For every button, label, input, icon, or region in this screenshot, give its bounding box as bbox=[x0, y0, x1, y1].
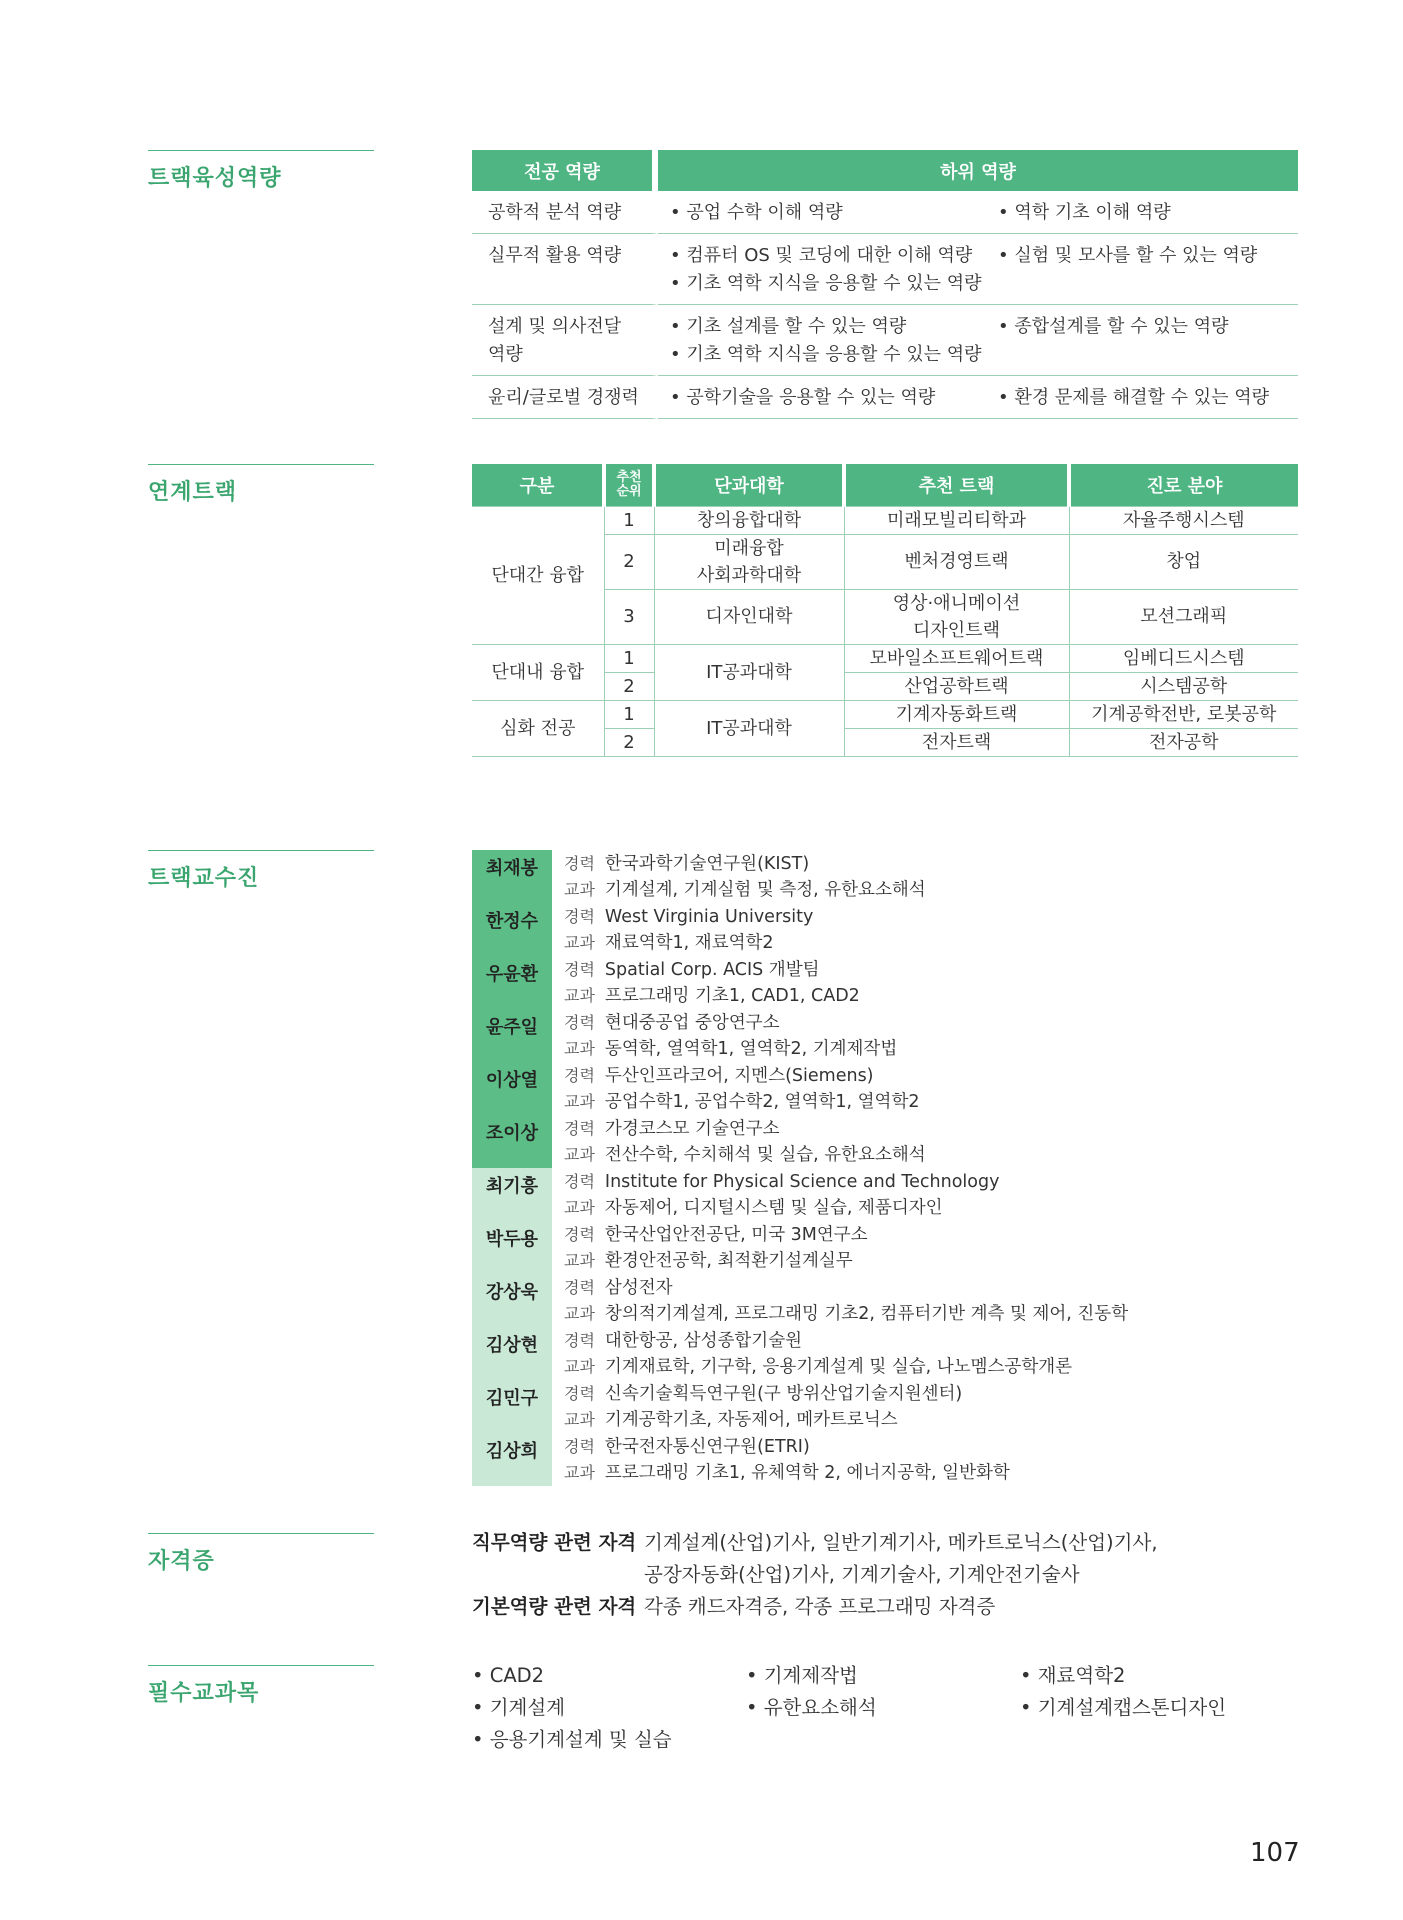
certificate-value bbox=[644, 1527, 1158, 1591]
section-title-required-courses: 필수교과목 bbox=[148, 1665, 374, 1707]
linked-rank: 1 bbox=[604, 506, 654, 534]
certificate-list bbox=[472, 1527, 1158, 1623]
career-label: 경력 bbox=[564, 907, 595, 926]
linked-track-line: 전자트랙 bbox=[921, 731, 992, 753]
linked-career bbox=[1069, 700, 1298, 728]
professor-row bbox=[472, 956, 1312, 1009]
header-college: 단과대학 bbox=[654, 464, 844, 506]
required-course: • 유한요소해석 bbox=[746, 1696, 877, 1719]
linked-career-line: 전자공학 bbox=[1148, 731, 1219, 753]
professor-subjects bbox=[564, 983, 860, 1009]
linked-career bbox=[1069, 672, 1298, 700]
professor-info bbox=[552, 850, 926, 903]
professor-row bbox=[472, 1380, 1312, 1433]
required-course: • CAD2 bbox=[472, 1664, 545, 1687]
career-label: 경력 bbox=[564, 1013, 595, 1032]
linked-track bbox=[844, 506, 1069, 534]
subject-label: 교과 bbox=[564, 880, 595, 899]
career-text: Spatial Corp. ACIS 개발팀 bbox=[604, 960, 820, 980]
linked-career-line: 임베디드시스템 bbox=[1122, 647, 1245, 669]
linked-track bbox=[844, 589, 1069, 644]
linked-rank: 2 bbox=[604, 728, 654, 756]
sub-competency-cell bbox=[998, 234, 1298, 305]
professor-info bbox=[552, 1062, 920, 1115]
subject-text: 기계공학기초, 자동제어, 메카트로닉스 bbox=[604, 1410, 898, 1430]
subject-text: 기계재료학, 기구학, 응용기계설계 및 실습, 나노멤스공학개론 bbox=[604, 1357, 1073, 1377]
linked-track bbox=[844, 700, 1069, 728]
linked-college bbox=[654, 506, 844, 534]
professor-row bbox=[472, 1115, 1312, 1168]
linked-track-line: 기계자동화트랙 bbox=[895, 703, 1018, 725]
sub-competency-item: • 공업 수학 이해 역량 bbox=[670, 202, 843, 223]
subject-label: 교과 bbox=[564, 986, 595, 1005]
sub-competency-cell bbox=[998, 376, 1298, 419]
linked-track-line: 벤처경영트랙 bbox=[904, 551, 1009, 572]
professor-name: 강상욱 bbox=[472, 1274, 552, 1327]
professor-subjects bbox=[564, 1195, 999, 1221]
competency-name-line: 윤리/글로벌 경쟁력 bbox=[488, 387, 639, 408]
linked-career bbox=[1069, 644, 1298, 672]
section-title-linked-track: 연계트랙 bbox=[148, 464, 374, 506]
linked-career-line: 기계공학전반, 로봇공학 bbox=[1091, 703, 1277, 725]
subject-text: 프로그래밍 기초1, CAD1, CAD2 bbox=[604, 986, 860, 1006]
professor-career bbox=[564, 904, 813, 930]
professor-subjects bbox=[564, 1354, 1072, 1380]
professor-name: 김상희 bbox=[472, 1433, 552, 1486]
linked-rank: 2 bbox=[604, 534, 654, 589]
subject-label: 교과 bbox=[564, 1198, 595, 1217]
linked-college bbox=[654, 589, 844, 644]
sub-competency-item: • 기초 설계를 할 수 있는 역량 bbox=[670, 316, 907, 337]
career-text: 대한항공, 삼성종합기술원 bbox=[604, 1331, 803, 1351]
professor-info bbox=[552, 1327, 1072, 1380]
linked-track bbox=[844, 644, 1069, 672]
professor-subjects bbox=[564, 1036, 897, 1062]
header-rank bbox=[604, 464, 654, 506]
career-label: 경력 bbox=[564, 1066, 595, 1085]
linked-rank: 1 bbox=[604, 644, 654, 672]
competency-name bbox=[472, 305, 658, 376]
header-recommended-track: 추천 트랙 bbox=[844, 464, 1069, 506]
professor-name: 김상현 bbox=[472, 1327, 552, 1380]
competency-row bbox=[472, 191, 1298, 234]
professor-career bbox=[564, 1328, 1072, 1354]
professor-career bbox=[564, 1169, 999, 1195]
header-category: 구분 bbox=[472, 464, 604, 506]
professor-career bbox=[564, 957, 860, 983]
linked-track-row bbox=[472, 644, 1298, 672]
subject-text: 창의적기계설계, 프로그래밍 기초2, 컴퓨터기반 계측 및 제어, 진동학 bbox=[604, 1304, 1129, 1324]
career-text: 한국과학기술연구원(KIST) bbox=[604, 854, 810, 874]
career-label: 경력 bbox=[564, 854, 595, 873]
career-label: 경력 bbox=[564, 960, 595, 979]
certificate-row bbox=[472, 1527, 1158, 1591]
linked-career bbox=[1069, 534, 1298, 589]
professor-subjects bbox=[564, 1248, 868, 1274]
competency-name bbox=[472, 376, 658, 419]
career-label: 경력 bbox=[564, 1331, 595, 1350]
certificate-label: 직무역량 관련 자격 bbox=[472, 1531, 637, 1554]
professor-subjects bbox=[564, 1142, 926, 1168]
sub-competency-item: • 환경 문제를 해결할 수 있는 역량 bbox=[998, 387, 1269, 408]
professor-info bbox=[552, 1221, 868, 1274]
required-course: • 기계제작법 bbox=[746, 1664, 858, 1687]
professor-name: 조이상 bbox=[472, 1115, 552, 1168]
competency-name bbox=[472, 234, 658, 305]
linked-career bbox=[1069, 589, 1298, 644]
professor-info bbox=[552, 903, 813, 956]
competency-name-line: 설계 및 의사전달 bbox=[488, 316, 622, 337]
career-text: 한국전자통신연구원(ETRI) bbox=[604, 1437, 810, 1457]
sub-competency-item: • 실험 및 모사를 할 수 있는 역량 bbox=[998, 245, 1258, 266]
professor-career bbox=[564, 1381, 962, 1407]
sub-competency-cell bbox=[658, 376, 998, 419]
professor-row bbox=[472, 1009, 1312, 1062]
linked-college-line: 창의융합대학 bbox=[696, 509, 802, 531]
professor-row bbox=[472, 1062, 1312, 1115]
professor-subjects bbox=[564, 1089, 920, 1115]
linked-track bbox=[844, 672, 1069, 700]
subject-label: 교과 bbox=[564, 1304, 595, 1323]
career-text: 가경코스모 기술연구소 bbox=[604, 1119, 780, 1139]
professor-career bbox=[564, 851, 926, 877]
subject-text: 재료역학1, 재료역학2 bbox=[604, 933, 774, 953]
sub-competency-item: • 종합설계를 할 수 있는 역량 bbox=[998, 316, 1229, 337]
linked-category: 심화 전공 bbox=[472, 700, 604, 756]
certificate-value bbox=[644, 1591, 995, 1623]
subject-label: 교과 bbox=[564, 933, 595, 952]
linked-track-line: 산업공학트랙 bbox=[904, 675, 1009, 697]
subject-label: 교과 bbox=[564, 1251, 595, 1270]
professor-subjects bbox=[564, 877, 926, 903]
competency-row bbox=[472, 234, 1298, 305]
certificate-line: 공장자동화(산업)기사, 기계기술사, 기계안전기술사 bbox=[644, 1563, 1080, 1586]
sub-competency-item: • 기초 역학 지식을 응용할 수 있는 역량 bbox=[670, 273, 982, 294]
linked-career-line: 자율주행시스템 bbox=[1122, 509, 1245, 531]
header-rank-line: 순위 bbox=[616, 483, 642, 499]
career-label: 경력 bbox=[564, 1119, 595, 1138]
sub-competency-cell bbox=[658, 191, 998, 234]
professor-name: 김민구 bbox=[472, 1380, 552, 1433]
subject-text: 자동제어, 디지털시스템 및 실습, 제품디자인 bbox=[604, 1198, 943, 1218]
sub-competency-cell bbox=[658, 234, 998, 305]
linked-career bbox=[1069, 728, 1298, 756]
career-label: 경력 bbox=[564, 1384, 595, 1403]
professor-info bbox=[552, 1009, 897, 1062]
subject-label: 교과 bbox=[564, 1145, 595, 1164]
required-course: • 기계설계캡스톤디자인 bbox=[1020, 1696, 1227, 1719]
professor-info bbox=[552, 1380, 962, 1433]
linked-college bbox=[654, 534, 844, 589]
competency-row bbox=[472, 305, 1298, 376]
professor-name: 이상열 bbox=[472, 1062, 552, 1115]
header-career: 진로 분야 bbox=[1069, 464, 1298, 506]
subject-text: 기계설계, 기계실험 및 측정, 유한요소해석 bbox=[604, 880, 926, 900]
linked-category: 단대내 융합 bbox=[472, 644, 604, 700]
career-label: 경력 bbox=[564, 1437, 595, 1456]
career-label: 경력 bbox=[564, 1278, 595, 1297]
subject-text: 공업수학1, 공업수학2, 열역학1, 열역학2 bbox=[604, 1092, 920, 1112]
subject-text: 환경안전공학, 최적환기설계실무 bbox=[604, 1251, 853, 1271]
subject-label: 교과 bbox=[564, 1092, 595, 1111]
career-label: 경력 bbox=[564, 1172, 595, 1191]
competency-row bbox=[472, 376, 1298, 419]
header-major-competency: 전공 역량 bbox=[472, 150, 658, 191]
sub-competency-item: • 역학 기초 이해 역량 bbox=[998, 202, 1171, 223]
professor-career bbox=[564, 1063, 920, 1089]
professor-career bbox=[564, 1116, 926, 1142]
professor-info bbox=[552, 1115, 926, 1168]
linked-track-line: 디자인트랙 bbox=[913, 619, 1000, 641]
professor-row bbox=[472, 1221, 1312, 1274]
professor-info bbox=[552, 1274, 1128, 1327]
professor-list bbox=[472, 850, 1312, 1486]
sub-competency-item: • 공학기술을 응용할 수 있는 역량 bbox=[670, 387, 936, 408]
section-title-professors: 트랙교수진 bbox=[148, 850, 374, 892]
linked-track bbox=[844, 728, 1069, 756]
professor-info bbox=[552, 1168, 999, 1221]
linked-rank: 2 bbox=[604, 672, 654, 700]
competency-name-line: 역량 bbox=[488, 344, 523, 365]
career-text: 신속기술획득연구원(구 방위산업기술지원센터) bbox=[604, 1384, 963, 1404]
required-course-list bbox=[472, 1660, 1232, 1756]
professor-row bbox=[472, 1433, 1312, 1486]
certificate-label: 기본역량 관련 자격 bbox=[472, 1595, 637, 1618]
linked-college-line: 미래융합 bbox=[714, 537, 784, 559]
professor-subjects bbox=[564, 1301, 1128, 1327]
subject-text: 동역학, 열역학1, 열역학2, 기계제작법 bbox=[604, 1039, 898, 1059]
linked-track bbox=[844, 534, 1069, 589]
professor-row bbox=[472, 903, 1312, 956]
career-text: 현대중공업 중앙연구소 bbox=[604, 1013, 780, 1033]
professor-info bbox=[552, 1433, 1010, 1486]
professor-career bbox=[564, 1434, 1010, 1460]
professor-row bbox=[472, 1168, 1312, 1221]
competency-name-line: 실무적 활용 역량 bbox=[488, 245, 622, 266]
subject-label: 교과 bbox=[564, 1463, 595, 1482]
professor-row bbox=[472, 1327, 1312, 1380]
sub-competency-item: • 컴퓨터 OS 및 코딩에 대한 이해 역량 bbox=[670, 245, 973, 266]
linked-college: IT공과대학 bbox=[654, 700, 844, 756]
subject-label: 교과 bbox=[564, 1039, 595, 1058]
linked-track-row bbox=[472, 506, 1298, 534]
professor-career bbox=[564, 1010, 897, 1036]
required-course: • 응용기계설계 및 실습 bbox=[472, 1728, 672, 1751]
page-number: 107 bbox=[1250, 1838, 1300, 1868]
competency-table bbox=[472, 150, 1298, 419]
sub-competency-item: • 기초 역학 지식을 응용할 수 있는 역량 bbox=[670, 344, 982, 365]
competency-name-line: 공학적 분석 역량 bbox=[488, 202, 622, 223]
professor-subjects bbox=[564, 1460, 1010, 1486]
header-sub-competency: 하위 역량 bbox=[658, 150, 1298, 191]
linked-rank: 3 bbox=[604, 589, 654, 644]
professor-name: 우윤환 bbox=[472, 956, 552, 1009]
subject-text: 프로그래밍 기초1, 유체역학 2, 에너지공학, 일반화학 bbox=[604, 1463, 1010, 1483]
career-text: 삼성전자 bbox=[604, 1278, 673, 1298]
required-course: • 재료역학2 bbox=[1020, 1664, 1126, 1687]
linked-career-line: 시스템공학 bbox=[1140, 675, 1228, 697]
linked-track-table bbox=[472, 464, 1298, 757]
career-text: Institute for Physical Science and Technology bbox=[604, 1172, 1000, 1192]
linked-career bbox=[1069, 506, 1298, 534]
subject-text: 전산수학, 수치해석 및 실습, 유한요소해석 bbox=[604, 1145, 926, 1165]
section-title-certificates: 자격증 bbox=[148, 1533, 374, 1575]
professor-name: 윤주일 bbox=[472, 1009, 552, 1062]
linked-career-line: 창업 bbox=[1166, 551, 1202, 572]
subject-label: 교과 bbox=[564, 1410, 595, 1429]
required-course: • 기계설계 bbox=[472, 1696, 566, 1719]
professor-subjects bbox=[564, 930, 813, 956]
career-text: West Virginia University bbox=[604, 907, 814, 927]
subject-label: 교과 bbox=[564, 1357, 595, 1376]
linked-career-line: 모션그래픽 bbox=[1140, 606, 1228, 627]
sub-competency-cell bbox=[998, 305, 1298, 376]
sub-competency-cell bbox=[658, 305, 998, 376]
professor-name: 한정수 bbox=[472, 903, 552, 956]
linked-track-line: 미래모빌리티학과 bbox=[886, 509, 1027, 531]
career-text: 한국산업안전공단, 미국 3M연구소 bbox=[604, 1225, 868, 1245]
professor-name: 박두용 bbox=[472, 1221, 552, 1274]
professor-name: 최기흥 bbox=[472, 1168, 552, 1221]
professor-subjects bbox=[564, 1407, 962, 1433]
competency-name bbox=[472, 191, 658, 234]
professor-row bbox=[472, 1274, 1312, 1327]
professor-row bbox=[472, 850, 1312, 903]
linked-category: 단대간 융합 bbox=[472, 506, 604, 644]
sub-competency-cell bbox=[998, 191, 1298, 234]
linked-college-line: 디자인대학 bbox=[705, 606, 793, 627]
linked-college-line: 사회과학대학 bbox=[696, 564, 802, 586]
linked-track-row bbox=[472, 700, 1298, 728]
professor-career bbox=[564, 1222, 868, 1248]
linked-track-line: 모바일소프트웨어트랙 bbox=[869, 647, 1044, 669]
header-rank-line: 추천 bbox=[616, 469, 642, 485]
career-text: 두산인프라코어, 지멘스(Siemens) bbox=[604, 1066, 874, 1086]
professor-career bbox=[564, 1275, 1128, 1301]
career-label: 경력 bbox=[564, 1225, 595, 1244]
linked-track-line: 영상·애니메이션 bbox=[892, 592, 1021, 614]
professor-info bbox=[552, 956, 860, 1009]
certificate-line: 기계설계(산업)기사, 일반기계기사, 메카트로닉스(산업)기사, bbox=[644, 1531, 1158, 1554]
professor-name: 최재봉 bbox=[472, 850, 552, 903]
linked-rank: 1 bbox=[604, 700, 654, 728]
certificate-row bbox=[472, 1591, 1158, 1623]
linked-college: IT공과대학 bbox=[654, 644, 844, 700]
certificate-line: 각종 캐드자격증, 각종 프로그래밍 자격증 bbox=[644, 1595, 996, 1618]
section-title-competency: 트랙육성역량 bbox=[148, 150, 374, 192]
